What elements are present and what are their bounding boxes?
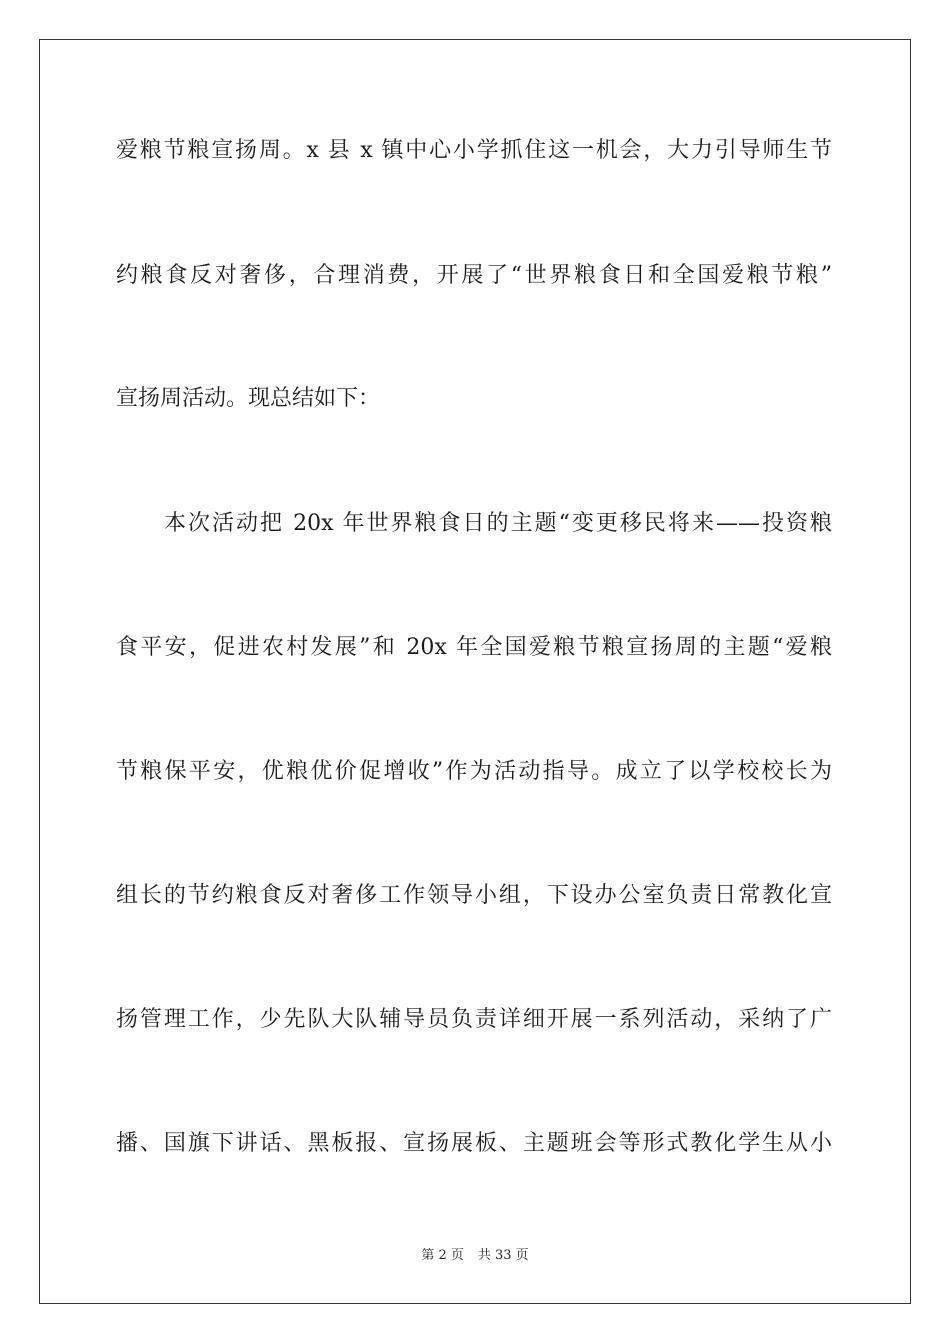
page-number: 第 2 页 bbox=[421, 1248, 464, 1263]
body-line-1: 爱粮节粮宣扬周。x 县 x 镇中心小学抓住这一机会，大力引导师生节 bbox=[116, 138, 832, 163]
page-total: 共 33 页 bbox=[477, 1248, 529, 1263]
page-border bbox=[39, 39, 911, 1304]
body-line-5: 食平安，促进农村发展”和 20x 年全国爱粮节粮宣扬周的主题“爱粮 bbox=[116, 635, 832, 660]
body-line-7: 组长的节约粮食反对奢侈工作领导小组，下设办公室负责日常教化宣 bbox=[116, 883, 832, 908]
page-footer bbox=[0, 1247, 950, 1265]
body-line-2: 约粮食反对奢侈，合理消费，开展了“世界粮食日和全国爱粮节粮” bbox=[116, 263, 832, 288]
body-line-4: 本次活动把 20x 年世界粮食日的主题“变更移民将来——投资粮 bbox=[164, 511, 832, 536]
body-line-6: 节粮保平安，优粮优价促增收”作为活动指导。成立了以学校校长为 bbox=[116, 759, 832, 784]
body-line-9: 播、国旗下讲话、黑板报、宣扬展板、主题班会等形式教化学生从小 bbox=[116, 1131, 832, 1156]
body-line-3: 宣扬周活动。现总结如下： bbox=[116, 386, 381, 411]
body-line-8: 扬管理工作，少先队大队辅导员负责详细开展一系列活动，采纳了广 bbox=[116, 1007, 832, 1032]
